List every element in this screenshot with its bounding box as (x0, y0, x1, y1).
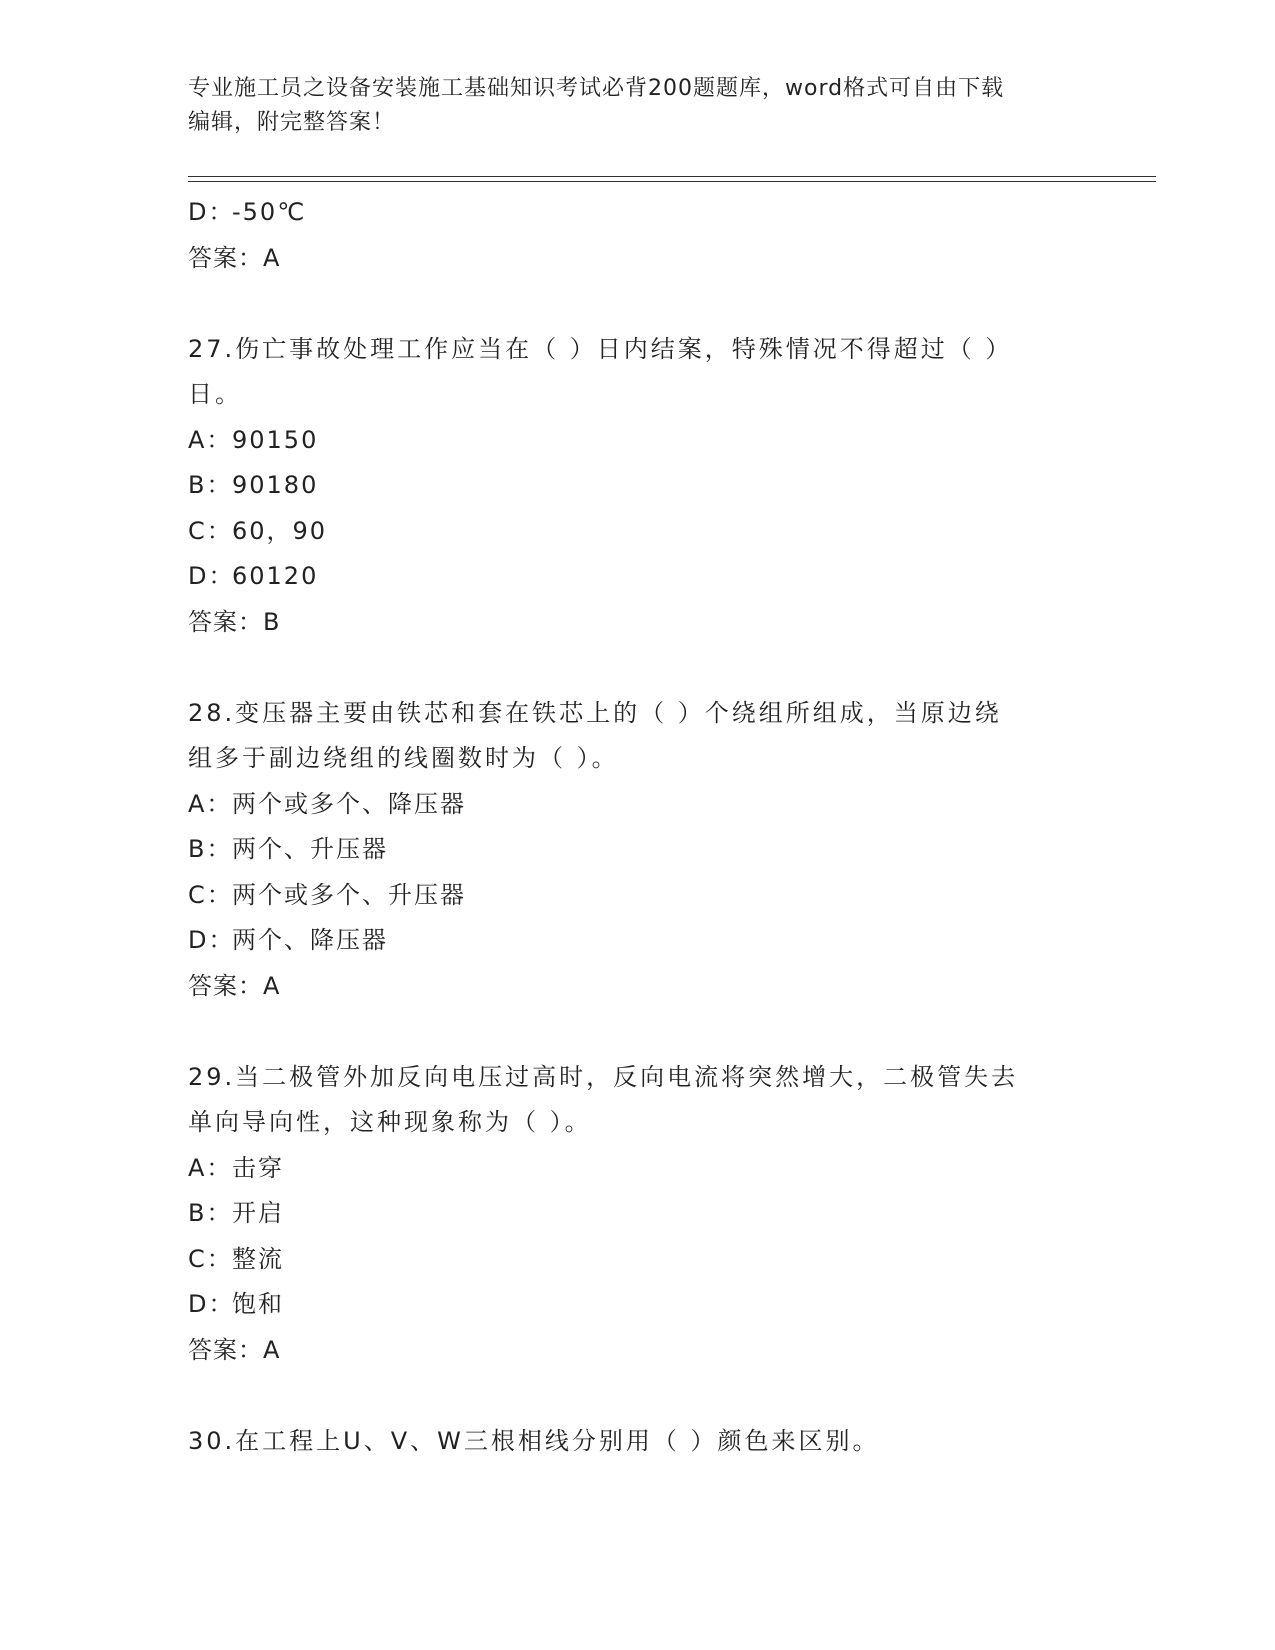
option-d (188, 554, 1088, 600)
question-28 (188, 691, 1088, 1010)
option-text: 90180 (232, 471, 319, 499)
header-divider-top (188, 176, 1156, 177)
question-stem-line-2: 日。 (188, 380, 242, 408)
option-label: B： (188, 1199, 233, 1227)
option-a (188, 1146, 1088, 1192)
option-a (188, 418, 1088, 464)
header-line-2: 编辑，附完整答案！ (188, 110, 396, 135)
option-b (188, 1191, 1088, 1237)
option-d-prev (188, 190, 1088, 236)
option-b (188, 463, 1088, 509)
question-stem-line-1: 30.在工程上U、V、W三根相线分别用（ ）颜色来区别。 (188, 1426, 880, 1455)
header-line-1: 专业施工员之设备安装施工基础知识考试必背200题题库，word格式可自由下载 (188, 76, 1005, 101)
option-text: 60，90 (232, 516, 328, 545)
option-text: 两个、降压器 (232, 926, 388, 954)
option-label: A： (188, 425, 233, 454)
answer: 答案：B (188, 607, 281, 636)
option-label: D： (188, 198, 235, 226)
option-c (188, 873, 1088, 919)
header-divider-bottom (188, 181, 1156, 182)
question-stem-line-2: 组多于副边绕组的线圈数时为（ ）。 (188, 744, 619, 772)
option-text: 90150 (232, 425, 319, 454)
option-b (188, 827, 1088, 873)
answer: 答案：A (188, 1335, 281, 1364)
option-label: C： (188, 1244, 233, 1273)
option-d (188, 1282, 1088, 1328)
option-text: 60120 (232, 562, 319, 590)
option-text: 整流 (232, 1244, 284, 1273)
option-text: 击穿 (232, 1153, 284, 1182)
question-stem-line-1: 27.伤亡事故处理工作应当在（ ）日内结案，特殊情况不得超过（ ） (188, 334, 1013, 363)
option-label: B： (188, 835, 233, 863)
option-label: B： (188, 471, 233, 499)
question-stem-line-1: 28.变压器主要由铁芯和套在铁芯上的（ ）个绕组所组成，当原边绕 (188, 698, 1002, 727)
option-a (188, 782, 1088, 828)
option-label: C： (188, 516, 233, 545)
option-label: D： (188, 562, 235, 590)
option-text: 两个、升压器 (232, 835, 388, 863)
document-header (188, 72, 1088, 140)
option-text: 两个或多个、降压器 (232, 789, 466, 818)
question-stem-line-1: 29.当二极管外加反向电压过高时，反向电流将突然增大，二极管失去 (188, 1062, 1019, 1091)
question-29 (188, 1055, 1088, 1374)
option-text: 两个或多个、升压器 (232, 880, 466, 909)
option-label: D： (188, 926, 235, 954)
document-body (188, 190, 1088, 1464)
option-c (188, 509, 1088, 555)
question-stem-line-2: 单向导向性，这种现象称为（ ）。 (188, 1108, 592, 1136)
option-c (188, 1237, 1088, 1283)
option-text: -50℃ (232, 198, 307, 226)
option-label: C： (188, 880, 233, 909)
answer-prev: 答案：A (188, 243, 281, 272)
option-label: A： (188, 789, 233, 818)
option-label: A： (188, 1153, 233, 1182)
option-text: 开启 (232, 1199, 284, 1227)
option-label: D： (188, 1290, 235, 1318)
answer: 答案：A (188, 971, 281, 1000)
option-text: 饱和 (232, 1290, 284, 1318)
question-27 (188, 327, 1088, 646)
question-30 (188, 1419, 1088, 1465)
option-d (188, 918, 1088, 964)
